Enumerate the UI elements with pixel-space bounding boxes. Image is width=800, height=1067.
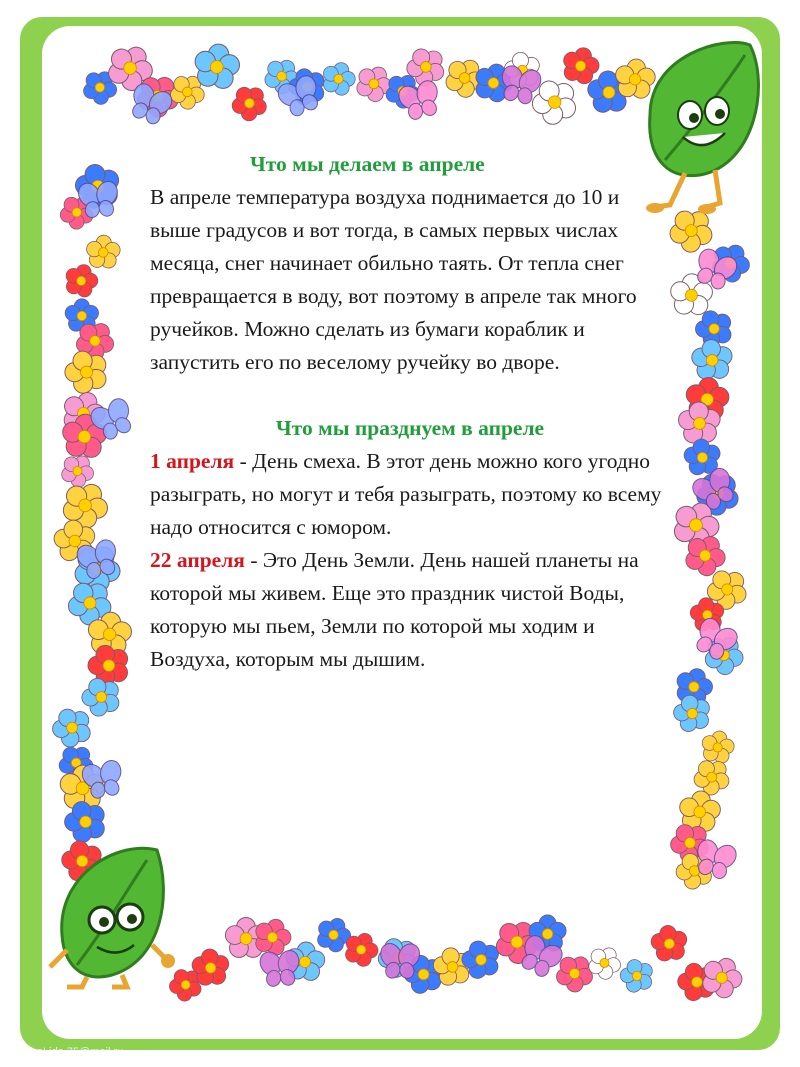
flower-center-icon	[692, 977, 703, 988]
flower-center-icon	[706, 355, 718, 367]
flower-center-icon	[369, 79, 379, 89]
flower-center-icon	[713, 743, 722, 752]
flower-center-icon	[245, 98, 255, 108]
flower-center-icon	[267, 932, 277, 942]
flower-center-icon	[69, 535, 81, 547]
flower-center-icon	[277, 71, 287, 81]
flower-center-icon	[699, 550, 710, 561]
flower-center-icon	[569, 968, 579, 978]
flower-center-icon	[240, 933, 252, 945]
flower-center-icon	[205, 963, 215, 973]
flower-center-icon	[103, 628, 115, 640]
flower-center-icon	[79, 499, 92, 512]
flower-center-icon	[716, 972, 727, 983]
flower-center-icon	[124, 62, 137, 75]
flower-center-icon	[689, 682, 699, 692]
watermark: FokinaLida.75@mail.ru	[10, 1046, 124, 1058]
flower-center-icon	[548, 96, 560, 108]
flower-center-icon	[687, 708, 697, 718]
flower-center-icon	[334, 74, 343, 83]
holiday-entry	[150, 544, 670, 676]
flower-center-icon	[600, 958, 609, 967]
flower-center-icon	[73, 466, 82, 475]
flower-center-icon	[694, 806, 706, 818]
flower-center-icon	[488, 78, 499, 89]
flower-center-icon	[575, 61, 585, 71]
flower-center-icon	[98, 248, 108, 258]
flower-center-icon	[511, 936, 523, 948]
flower-center-icon	[418, 969, 429, 980]
holiday-date: 1 апреля	[150, 449, 235, 473]
flower-center-icon	[421, 62, 432, 73]
flower-center-icon	[181, 980, 190, 989]
flower-center-icon	[103, 660, 115, 672]
flower-center-icon	[447, 962, 458, 973]
flower-center-icon	[356, 945, 365, 954]
flower-center-icon	[542, 929, 553, 940]
holiday-description: - День смеха. В этот день можно кого угодно разыграть, но могут и тебя разыграть, поэтому ко всему надо относится с юмором.	[150, 449, 662, 539]
section-heading-april-holidays: Что мы празднуем в апреле	[275, 416, 545, 440]
flower-center-icon	[299, 956, 310, 967]
flower-center-icon	[95, 83, 104, 92]
flower-center-icon	[90, 336, 101, 347]
flower-center-icon	[72, 208, 81, 217]
flower-center-icon	[632, 971, 641, 980]
flower-center-icon	[707, 772, 717, 782]
holiday-entry	[150, 445, 670, 544]
flower-center-icon	[476, 954, 487, 965]
flower-center-icon	[690, 519, 703, 532]
flower-center-icon	[210, 61, 223, 74]
flower-center-icon	[183, 87, 193, 97]
holiday-description: - Это День Земли. День нашей планеты на которой мы живем. Еще это праздник чистой Воды, которую мы пьем, Земли по которой мы ходим и Воздуха, которым мы дышим.	[150, 548, 639, 671]
flower-center-icon	[329, 930, 339, 940]
flower-center-icon	[697, 452, 707, 462]
flower-center-icon	[685, 837, 696, 848]
spacer	[150, 379, 670, 412]
flower-center-icon	[81, 366, 93, 378]
text-block	[150, 148, 670, 676]
holiday-date: 22 апреля	[150, 548, 245, 572]
flower-center-icon	[78, 431, 91, 444]
flower-center-icon	[722, 584, 733, 595]
flower-center-icon	[96, 692, 107, 703]
flower-center-icon	[685, 225, 697, 237]
flower-center-icon	[459, 73, 470, 84]
flower-center-icon	[67, 722, 78, 733]
flower-center-icon	[629, 74, 640, 85]
april-activities-text: В апреле температура воздуха поднимается до 10 и выше градусов и вот тогда, в самых первых числах месяца, снег начинает обильно таять. От тепла снег превращается в воду, вот поэтому в апреле так много ручейков. Можно сделать из бумаги кораблик и запустить его по веселому ручейку во дворе.	[150, 185, 637, 374]
flower-center-icon	[709, 324, 719, 334]
flower-center-icon	[689, 866, 699, 876]
flower-center-icon	[664, 939, 674, 949]
flower-center-icon	[77, 311, 87, 321]
section-heading-april-activities: Что мы делаем в апреле	[250, 152, 485, 176]
flower-center-icon	[77, 855, 88, 866]
flower-center-icon	[603, 86, 615, 98]
flower-center-icon	[694, 417, 706, 429]
flower-center-icon	[80, 816, 92, 828]
flower-center-icon	[685, 289, 697, 301]
flower-center-icon	[84, 597, 96, 609]
flower-center-icon	[77, 276, 86, 285]
